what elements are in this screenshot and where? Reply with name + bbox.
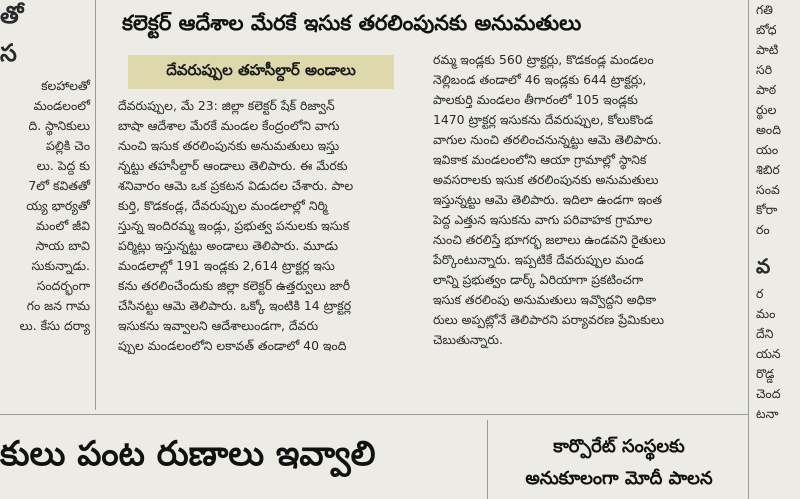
bottom-left-headline: కులు పంట రుణాలు ఇవ్వాలి [0,434,376,474]
text-line: ర [756,286,764,301]
text-line: శనివారం ఆమె ఒక ప్రకటన విడుదల చేశారు. పాల [118,178,354,193]
text-line: యం [756,142,779,157]
text-line: పేర్కొంటున్నారు. ఇప్పటికే దేవరుప్పుల మండ [433,252,644,267]
text-line: సాయ బావి [35,238,90,253]
text-line: యన [756,346,781,361]
text-line: మండలాల్లో 191 ఇండ్లకు 2,614 ట్రాక్టర్ల ఇసు [118,258,335,273]
text-line: లాన్ని ప్రభుత్వం డార్క్‌ ఏరియాగా ప్రకటించగా [433,272,644,287]
text-line: స [0,39,17,67]
right-partial-column [756,0,800,499]
column-divider-right [748,0,749,499]
text-line: 1470 ట్రాక్టర్ల ఇసుకను దేవరుప్పుల, కోలుకొండ [433,112,654,127]
text-line: లు. పెద్ద కు [36,158,90,173]
text-line: రమ్మ ఇండ్లకు 560 ట్రాక్టర్లు, కొడకండ్ల మండలం [433,52,654,67]
text-line: పర్మిట్లు ఇస్తున్నట్టు అండాలు తెలిపారు. మూడు [118,238,339,253]
text-line: న్నట్టు తహసీల్దార్‌ ఆండాలు తెలిపారు. ఈ మేరకు [118,158,348,173]
article-column-1 [118,96,428,410]
right-column-text [756,0,800,424]
text-line: ఇసుకను ఇవ్వాలని ఆదేశాలుండగా, దేవరు [118,318,319,333]
text-line: మండలంలో [33,98,90,113]
text-line: కుర్తి, కొడకండ్ల, దేవరుప్పుల మండలాల్లో నిర్మి [118,198,328,213]
text-line: ఇస్తున్నట్టు ఆమె తెలిపారు. ఇదిలా ఉండగా ఇంత [433,192,662,207]
text-line: ర్థుల [756,102,777,117]
text-line: పాఠ [756,82,777,97]
text-line: పల్లికి చెం [46,138,90,153]
text-line: మం [756,306,776,321]
text-line: స్తున్న ఇందిరమ్మ ఇండ్లు, ప్రభుత్వ పనులకు ఇసుక [118,218,350,233]
text-line: సుకున్నాడు. [31,258,90,273]
text-line: ప్పుల మండలంలోని లకావత్‌ తండాలో 40 ఇంది [118,338,347,353]
text-line: వ [756,254,771,278]
text-line: గం జన గామ [26,298,90,313]
article-column-2-text [433,50,741,350]
text-line: కను తరలించేందుకు జిల్లా కలెక్టర్‌ ఉత్తర్వులు జారీ [118,278,351,293]
text-line: సందర్భంగా [36,278,90,293]
text-line: వాగుల నుంచి తరలించనున్నట్టు ఆమె తెలిపారు. [433,132,662,147]
text-line: అంది [756,122,781,137]
text-line: చేసినట్టు ఆమె తెలిపారు. ఒక్కో ఇంటికి 14 ట్రాక్టర్ల [118,298,352,313]
text-line: పెద్ద ఎత్తున ఇసుకను వాగు పరివాహక గ్రామాల [433,212,653,227]
text-line: చెబుతున్నారు. [433,332,503,347]
article-column-2 [433,50,741,410]
bottom-right-headline-line-2: అనుకూలంగా మోదీ పాలన [525,468,713,489]
text-line: నెల్లిబండ తండాలో 46 ఇండ్లకు 644 ట్రాక్టర్లు, [433,72,647,87]
left-partial-column [0,0,92,410]
text-line: కోరా [756,202,778,217]
text-line: టనా [756,406,779,421]
text-line: లు. కేసు దర్యా [19,318,90,333]
text-line: ఇసుక తరలింపు అనుమతులు ఇవ్వొద్దని అధికా [433,292,657,307]
text-line: బాషా ఆదేశాల మేరకే మండల కేంద్రంలోని వాగు [118,118,340,133]
dateline: దేవరుప్పుల తహసీల్దార్‌ అండాలు [166,61,356,79]
text-line: గతి [756,2,773,17]
main-headline: కలెక్టర్‌ ఆదేశాల మేరకే ఇసుక తరలింపునకు అనుమతులు [122,11,582,35]
text-line: ఇవికాక మండలంలోని ఆయా గ్రామాల్లో స్థానిక [433,152,647,167]
text-line: రం [756,222,770,237]
text-line: అవసరాలకు ఇసుక తరలింపునకు అనుమతులు [433,172,659,187]
text-line: శిబిర [756,162,780,177]
bottom-right-headline-line-1: కార్పొరేట్‌ సంస్థలకు [553,436,685,457]
dateline-box [128,55,394,89]
text-line: ది. స్థానికులు [28,118,90,133]
text-line: నుంచి తరలిస్తే భూగర్భ జలాలు ఉండవని రైతులు [433,232,666,247]
text-line: మంలో జీవి [36,218,90,233]
text-line: దేవరుప్పుల, మే 23: జిల్లా కలెక్టర్‌ షేక్‌ రిజ్వాన్‌ [118,98,335,113]
bottom-section-divider [0,414,748,415]
text-line: సరి [756,62,773,77]
text-line: కలహాలతో [41,78,90,93]
text-line: రొడ్డ [756,366,775,381]
text-line: నుంచి ఇసుక తరలింపునకు అనుమతులు ఇస్తు [118,138,340,153]
column-divider-left [95,0,96,410]
text-line: బోధ [756,22,777,37]
text-line: చెంద [756,386,781,401]
text-line: పాలకుర్తి మండలం తీగారంలో 105 ఇండ్లకు [433,92,638,107]
bottom-column-divider [487,420,488,499]
article-column-1-text [118,96,428,356]
text-line: దేని [756,326,774,341]
text-line: పాటి [756,42,779,57]
left-column-text [0,0,92,336]
text-line: తో [0,1,24,29]
text-line: సంవ [756,182,780,197]
text-line: య్య భార్యతో [26,198,90,213]
text-line: 7లో కవితతో [28,178,90,193]
text-line: రులు అప్పట్లోనే తెలిపారని పర్యావరణ ప్రేమికులు [433,312,665,327]
